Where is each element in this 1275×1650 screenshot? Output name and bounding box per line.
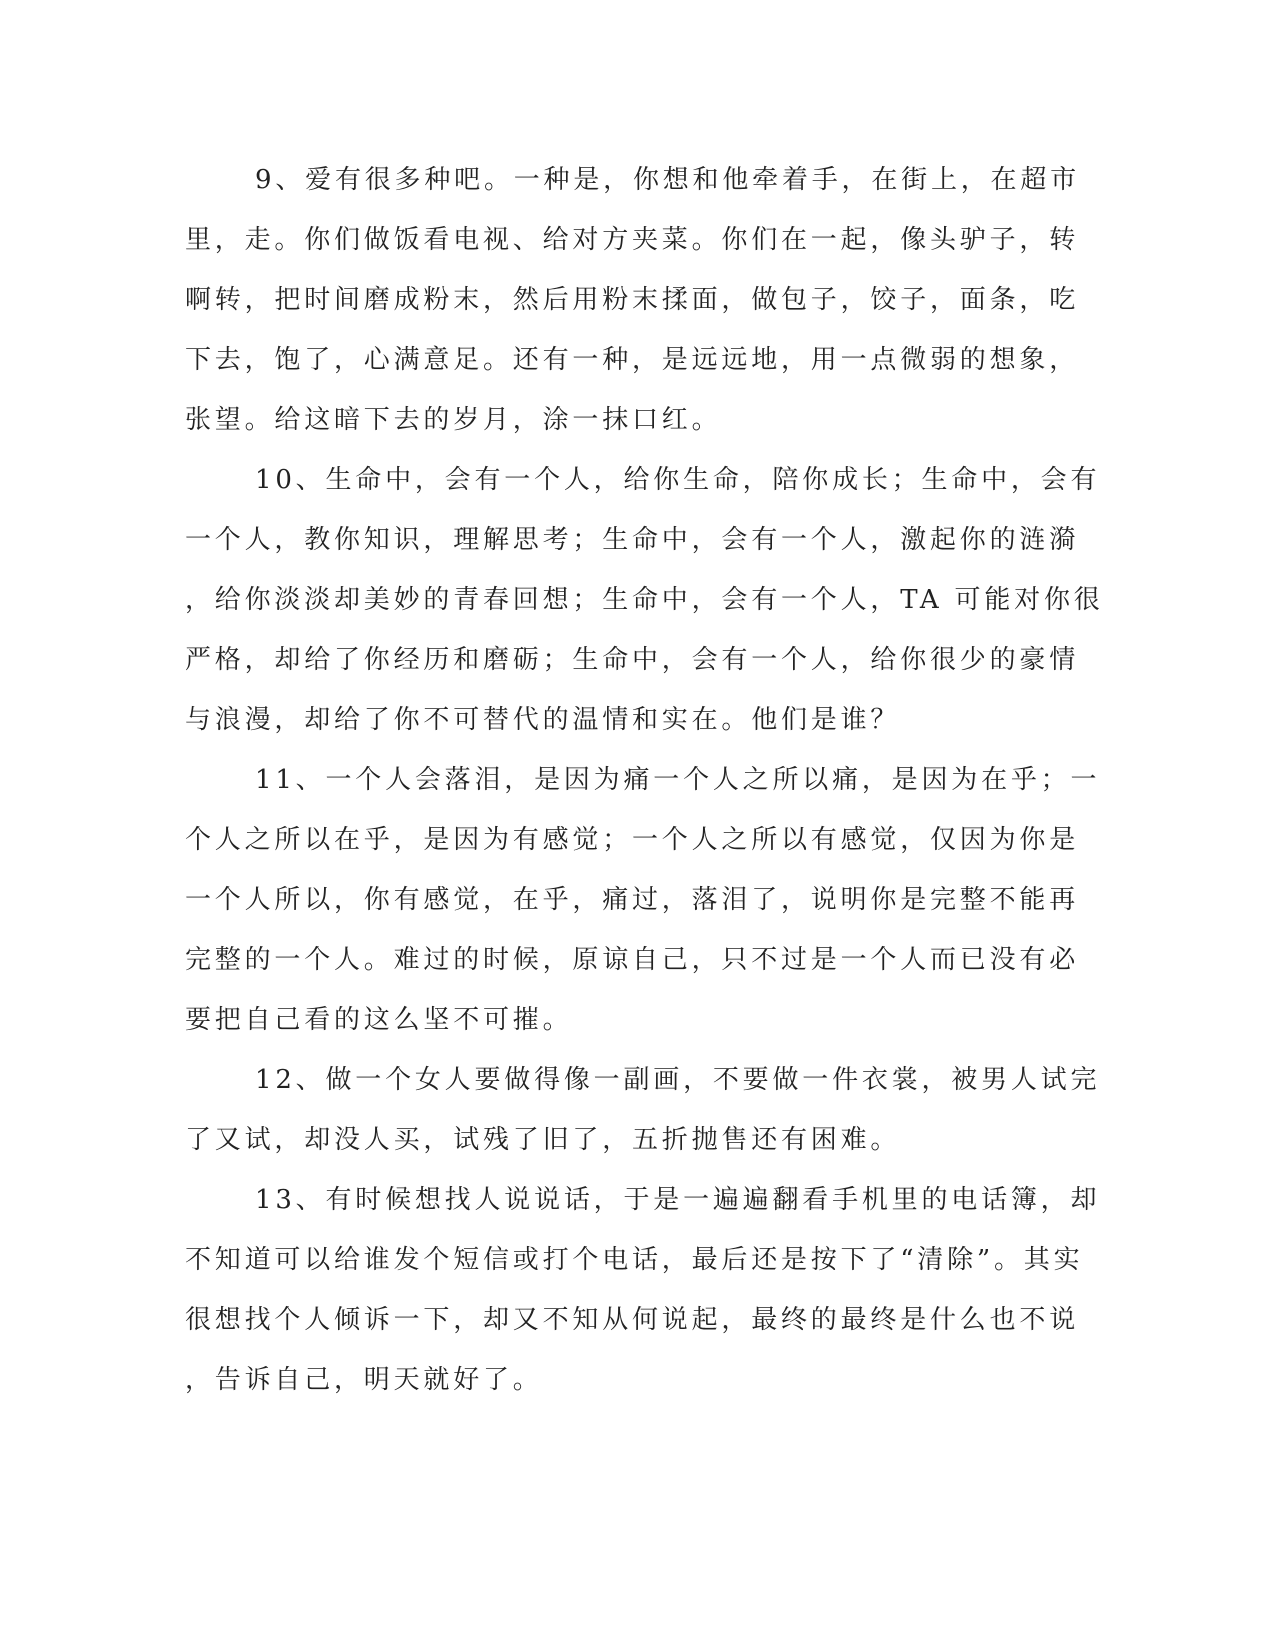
text-line: 下去，饱了，心满意足。还有一种，是远远地，用一点微弱的想象，	[185, 345, 1080, 375]
text-line: ，告诉自己，明天就好了。	[185, 1365, 543, 1395]
text-line: 了又试，却没人买，试残了旧了，五折抛售还有困难。	[185, 1125, 901, 1155]
text-line: 一个人所以，你有感觉，在乎，痛过，落泪了，说明你是完整不能再	[185, 885, 1080, 915]
text-line: 12、做一个女人要做得像一副画，不要做一件衣裳，被男人试完	[255, 1065, 1101, 1095]
paragraph-10	[185, 450, 1104, 750]
text-line: 个人之所以在乎，是因为有感觉；一个人之所以有感觉，仅因为你是	[185, 825, 1080, 855]
text-line: 9、爱有很多种吧。一种是，你想和他牵着手，在街上，在超市	[255, 165, 1080, 195]
text-line: 一个人，教你知识，理解思考；生命中，会有一个人，激起你的涟漪	[185, 525, 1080, 555]
text-line: 10、生命中，会有一个人，给你生命，陪你成长；生命中，会有	[255, 465, 1101, 495]
text-line: 里，走。你们做饭看电视、给对方夹菜。你们在一起，像头驴子，转	[185, 225, 1080, 255]
text-line: 张望。给这暗下去的岁月，涂一抹口红。	[185, 405, 722, 435]
text-line: 11、一个人会落泪，是因为痛一个人之所以痛，是因为在乎；一	[255, 765, 1101, 795]
paragraph-11	[185, 750, 1101, 1050]
paragraph-13	[185, 1170, 1101, 1410]
text-line: 啊转，把时间磨成粉末，然后用粉末揉面，做包子，饺子，面条，吃	[185, 285, 1080, 315]
text-line: 要把自己看的这么坚不可摧。	[185, 1005, 573, 1035]
text-line: 不知道可以给谁发个短信或打个电话，最后还是按下了“清除”。其实	[185, 1245, 1084, 1275]
paragraph-9	[185, 150, 1080, 450]
document-body	[185, 150, 1104, 1410]
paragraph-12	[185, 1050, 1101, 1170]
text-line: ，给你淡淡却美妙的青春回想；生命中，会有一个人，TA 可能对你很	[185, 585, 1104, 615]
text-line: 与浪漫，却给了你不可替代的温情和实在。他们是谁？	[185, 705, 901, 735]
text-line: 很想找个人倾诉一下，却又不知从何说起，最终的最终是什么也不说	[185, 1305, 1080, 1335]
text-line: 13、有时候想找人说说话，于是一遍遍翻看手机里的电话簿，却	[255, 1185, 1101, 1215]
text-line: 完整的一个人。难过的时候，原谅自己，只不过是一个人而已没有必	[185, 945, 1080, 975]
text-line: 严格，却给了你经历和磨砺；生命中，会有一个人，给你很少的豪情	[185, 645, 1080, 675]
